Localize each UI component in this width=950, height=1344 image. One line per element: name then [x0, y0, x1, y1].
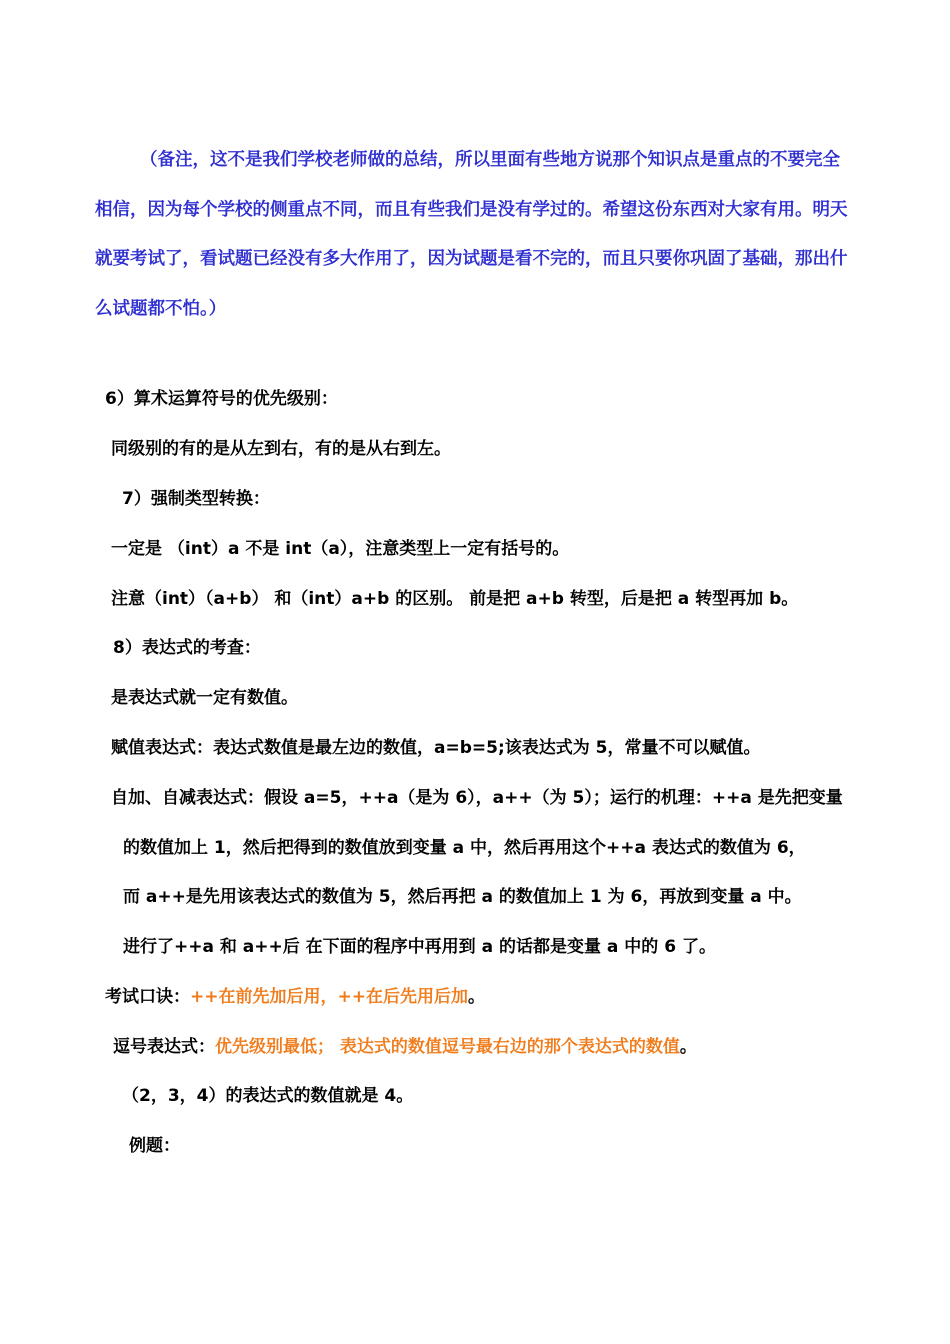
section-6-heading: 6）算术运算符号的优先级别： [105, 389, 338, 409]
comma-highlight: 优先级别最低； 表达式的数值逗号最右边的那个表达式的数值 [215, 1037, 680, 1057]
section-8-heading: 8）表达式的考查： [113, 638, 261, 658]
comma-example: （2，3，4）的表达式的数值就是 4。 [122, 1086, 414, 1106]
example-label: 例题： [129, 1136, 180, 1156]
section-8-line-3: 自加、自减表达式：假设 a=5，++a（是为 6），a++（为 5）；运行的机理：++a 是先把变量 [111, 788, 843, 808]
section-8-line-2: 赋值表达式：表达式数值是最左边的数值，a=b=5;该表达式为 5，常量不可以赋值。 [111, 738, 761, 758]
comma-end: 。 [679, 1037, 697, 1057]
remark-paragraph [95, 136, 855, 334]
section-6-body: 同级别的有的是从左到右，有的是从右到左。 [111, 439, 451, 459]
section-8-line-6: 进行了++a 和 a++后 在下面的程序中再用到 a 的话都是变量 a 中的 6 了。 [123, 937, 716, 957]
mnemonic-label: 考试口诀： [105, 987, 190, 1007]
section-7-line-1: 一定是 （int）a 不是 int（a），注意类型上一定有括号的。 [111, 539, 570, 559]
section-7-line-2: 注意（int）（a+b） 和（int）a+b 的区别。 前是把 a+b 转型，后是把 a 转型再加 b。 [111, 589, 799, 609]
exam-mnemonic [105, 985, 485, 1009]
section-8-line-5: 而 a++是先用该表达式的数值为 5，然后再把 a 的数值加上 1 为 6，再放到变量 a 中。 [123, 887, 802, 907]
section-8-line-4: 的数值加上 1，然后把得到的数值放到变量 a 中，然后再用这个++a 表达式的数值为 6， [123, 838, 806, 858]
mnemonic-end: 。 [467, 987, 485, 1007]
section-8-line-1: 是表达式就一定有数值。 [111, 688, 298, 708]
mnemonic-highlight: ++在前先加后用，++在后先用后加 [190, 987, 468, 1007]
section-7-heading: 7）强制类型转换： [122, 489, 270, 509]
remark-text: （备注，这不是我们学校老师做的总结，所以里面有些地方说那个知识点是重点的不要完全相信，因为每个学校的侧重点不同，而且有些我们是没有学过的。希望这份东西对大家有用。明天就要考试了，看试题已经没有多大作用了，因为试题是看不完的，而且只要你巩固了基础，那出什么试题都不怕。） [95, 150, 848, 319]
comma-label: 逗号表达式： [113, 1037, 215, 1057]
comma-expression [113, 1035, 697, 1059]
